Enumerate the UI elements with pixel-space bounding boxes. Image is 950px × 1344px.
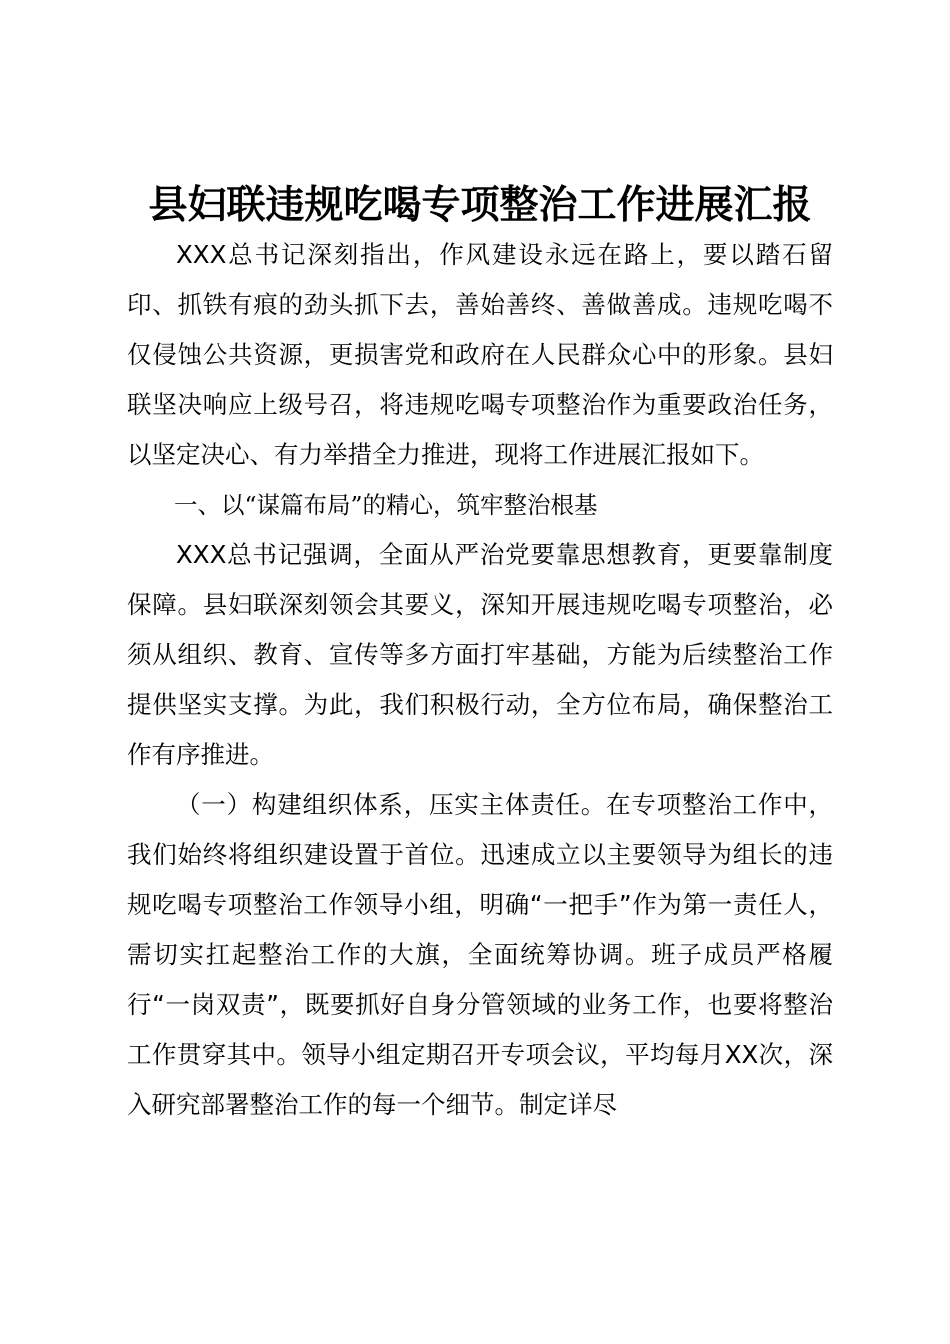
document-body [127, 230, 833, 1130]
subsection-paragraph: （一）构建组织体系，压实主体责任。在专项整治工作中，我们始终将组织建设置于首位。迅速成立以主要领导为组长的违规吃喝专项整治工作领导小组，明确“一把手”作为第一责任人，需切实扛起整治工作的大旗，全面统筹协调。班子成员严格履行“一岗双责”，既要抓好自身分管领域的业务工作，也要将整治工作贯穿其中。领导小组定期召开专项会议，平均每月XX次，深入研究部署整治工作的每一个细节。制定详尽 [127, 790, 833, 1119]
document-title: 县妇联违规吃喝专项整治工作进展汇报 [148, 182, 812, 228]
intro-paragraph: XXX总书记深刻指出，作风建设永远在路上，要以踏石留印、抓铁有痕的劲头抓下去，善始善终、善做善成。违规吃喝不仅侵蚀公共资源，更损害党和政府在人民群众心中的形象。县妇联坚决响应上级号召，将违规吃喝专项整治作为重要政治任务，以坚定决心、有力举措全力推进，现将工作进展汇报如下。 [127, 240, 833, 469]
section-paragraph: XXX总书记强调，全面从严治党要靠思想教育，更要靠制度保障。县妇联深刻领会其要义，深知开展违规吃喝专项整治，必须从组织、教育、宣传等多方面打牢基础，方能为后续整治工作提供坚实支撑。为此，我们积极行动，全方位布局，确保整治工作有序推进。 [127, 540, 833, 769]
section-heading: 一、以“谋篇布局”的精心，筑牢整治根基 [174, 491, 598, 519]
